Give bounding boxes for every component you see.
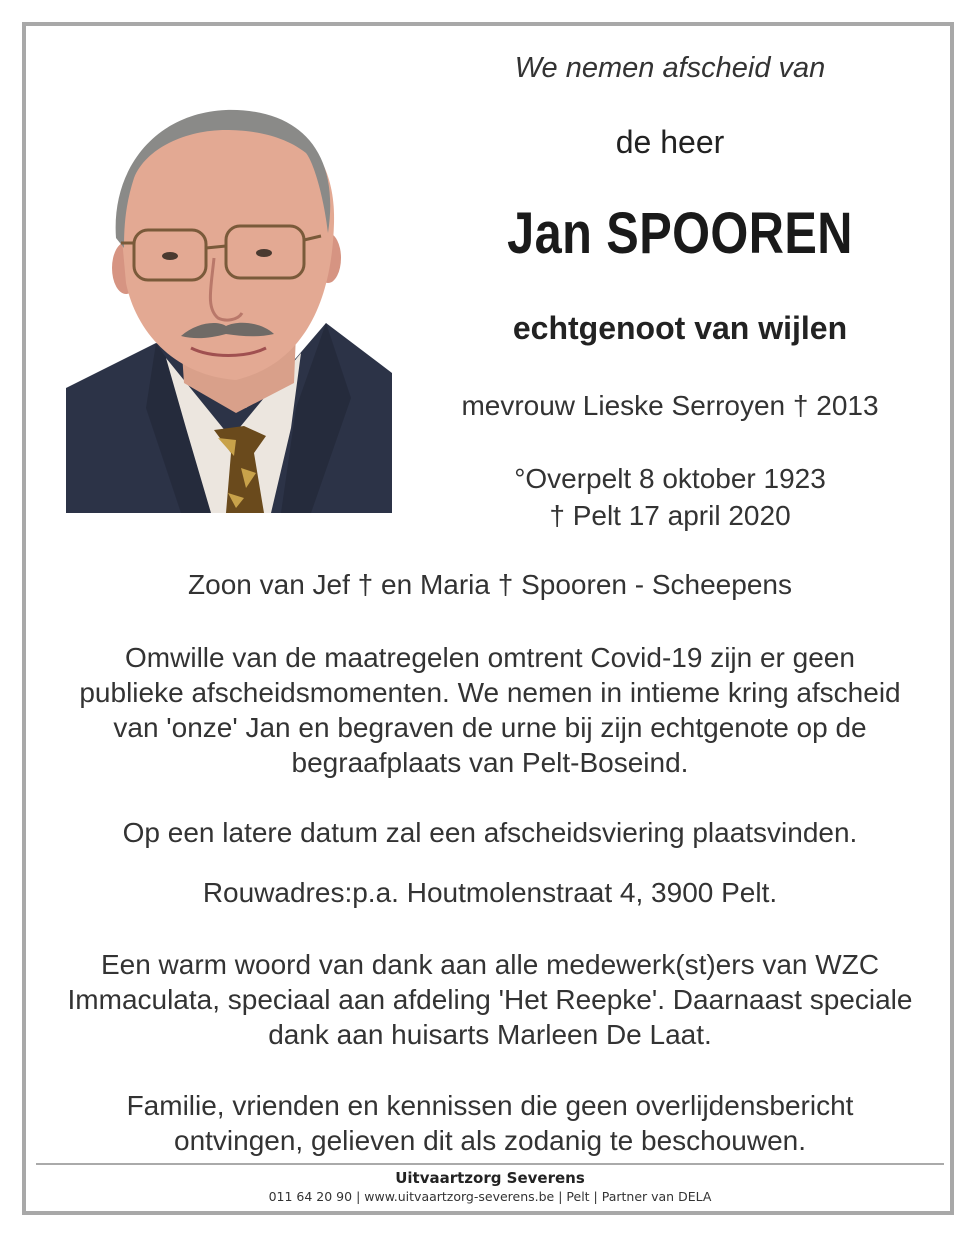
life-dates	[420, 460, 920, 534]
thanks-paragraph: Een warm woord van dank aan alle medewerk(st)ers van WZC Immaculata, speciaal aan afdeling 'Het Reepke'. Daarnaast speciale dank aan huisarts Marleen De Laat.	[67, 949, 913, 1050]
parents-text: Zoon van Jef † en Maria † Spooren - Scheepens	[188, 569, 792, 600]
address-paragraph: Rouwadres:p.a. Houtmolenstraat 4, 3900 Pelt.	[202, 877, 778, 908]
footer-divider	[36, 1163, 944, 1165]
spouse-text: mevrouw Lieske Serroyen † 2013	[461, 390, 879, 421]
intro-text: We nemen afscheid van	[514, 52, 826, 84]
funeral-company-name: Uitvaartzorg Severens	[395, 1169, 585, 1187]
relation-text: echtgenoot van wijlen	[512, 310, 848, 346]
death-line: † Pelt 17 april 2020	[549, 500, 791, 531]
notification-paragraph: Familie, vrienden en kennissen die geen overlijdensbericht ontvingen, gelieven dit als zodanig te beschouwen.	[126, 1090, 854, 1156]
portrait-photo	[66, 108, 392, 513]
honorific: de heer	[615, 124, 725, 160]
covid-paragraph: Omwille van de maatregelen omtrent Covid-19 zijn er geen publieke afscheidsmomenten. We nemen in intieme kring afscheid van 'onze' Jan en begraven de urne bij zijn echtgenote op de begraafplaats van Pelt-Boseind.	[79, 642, 901, 778]
deceased-name: Jan SPOOREN	[507, 201, 853, 266]
funeral-company-info: 011 64 20 90 | www.uitvaartzorg-severens.be | Pelt | Partner van DELA	[268, 1189, 712, 1204]
birth-line: °Overpelt 8 oktober 1923	[514, 463, 826, 494]
ceremony-paragraph: Op een latere datum zal een afscheidsviering plaatsvinden.	[122, 817, 858, 848]
